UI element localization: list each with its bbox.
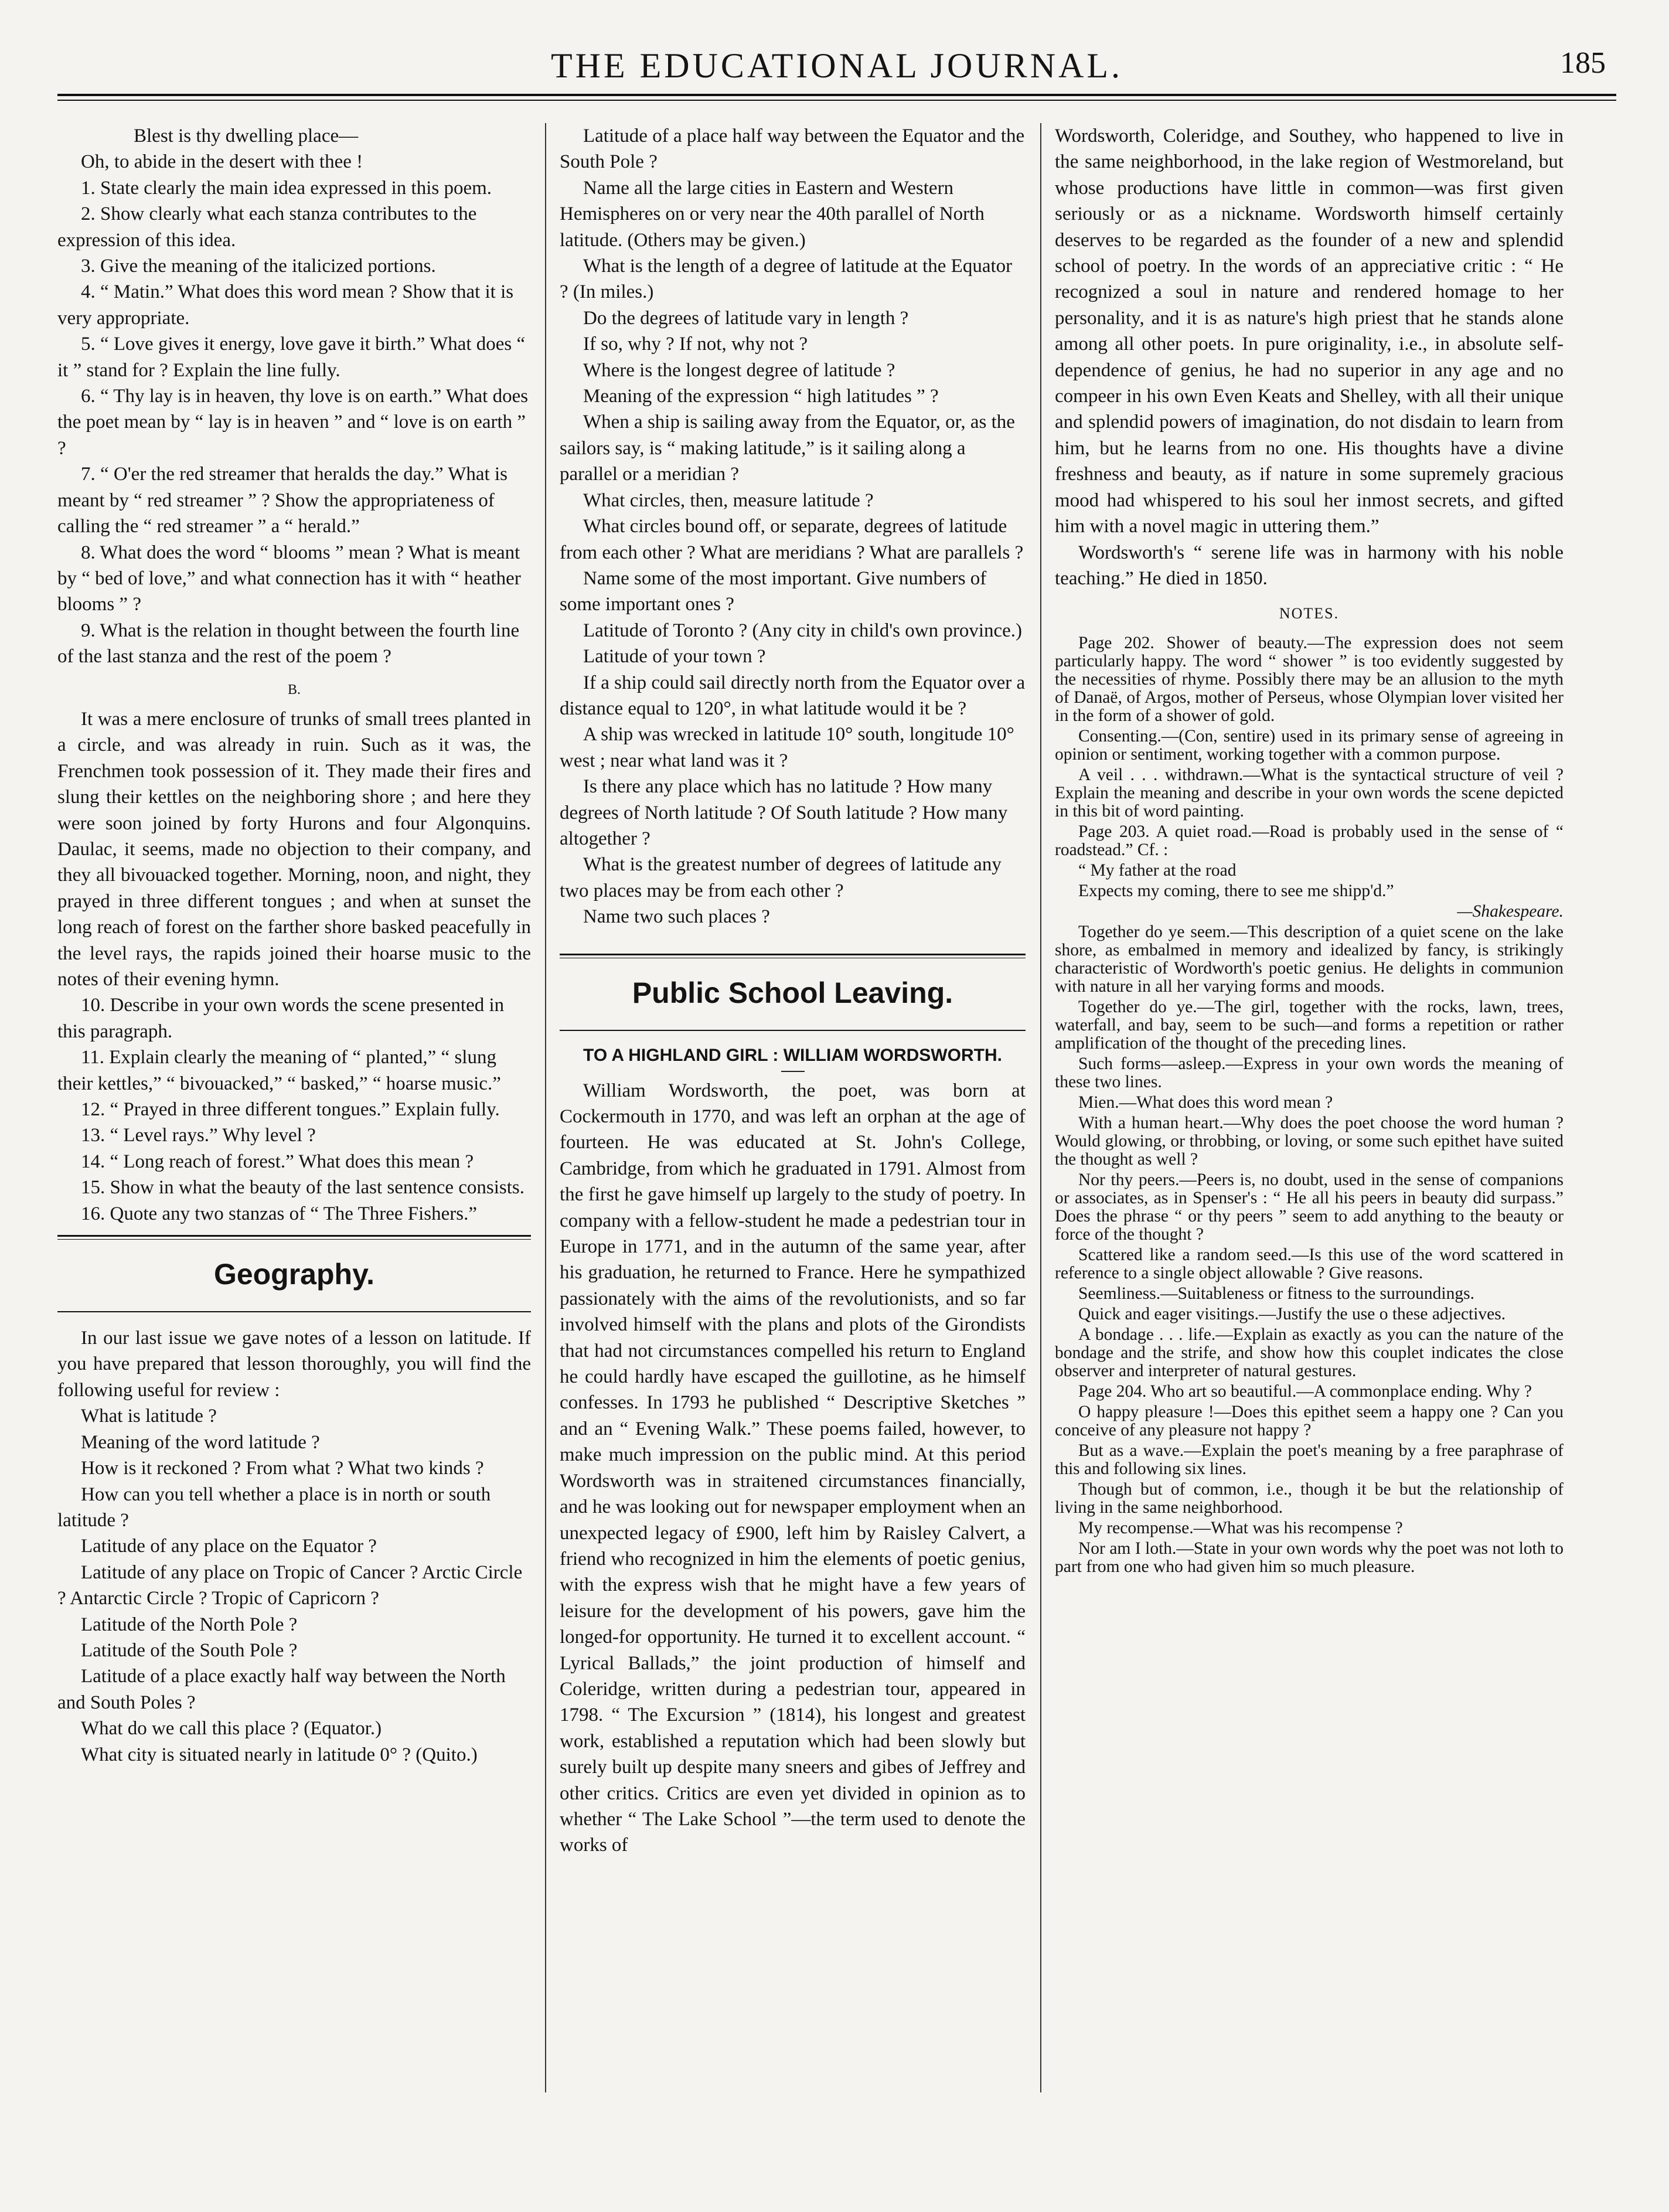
geography-question: Latitude of any place on the Equator ?: [81, 1536, 377, 1557]
note-item: Page 204. Who art so beautiful.—A commonplace ending. Why ?: [1078, 1381, 1532, 1401]
reading-passage: It was a mere enclosure of trunks of small trees planted in a circle, and was already in ruin. Such as it was, the Frenchmen took possession of it. They made their fires and slung their kettles on the neighboring shore ; and here they were soon joined by forty Hurons and four Algonquins. Daulac, it seems, made no objection to their company, and they all bivouacked together. Morning, noon, and night, they prayed in three different tongues ; and when at sunset the long reach of forest on the farther shore basked peacefully in the level rays, the rapids joined their hoarse music to the notes of their evening hymn.: [57, 708, 531, 990]
question-item: 7. “ O'er the red streamer that heralds the day.” What is meant by “ red streamer ” ? Show the appropriateness of calling the “ red streamer ” a “ herald.”: [57, 464, 507, 537]
geography-question: If so, why ? If not, why not ?: [583, 333, 808, 355]
section-rule: [560, 954, 1026, 955]
article-closing: Wordsworth's “ serene life was in harmony with his noble teaching.” He died in 1850.: [1055, 542, 1564, 589]
note-item: Such forms—asleep.—Express in your own words the meaning of these two lines.: [1055, 1054, 1564, 1091]
note-item: Quick and eager visitings.—Justify the use o these adjectives.: [1078, 1304, 1506, 1323]
note-item: Though but of common, i.e., though it be but the relationship of living in the same neighborhood.: [1055, 1479, 1564, 1517]
note-item: A veil . . . withdrawn.—What is the syntactical structure of veil ? Explain the meaning and describe in your own words the scene depicted in this bit of word painting.: [1055, 765, 1564, 821]
note-item: My recompense.—What was his recompense ?: [1078, 1518, 1403, 1537]
geography-question: Name all the large cities in Eastern and Western Hemispheres on or very near the 40th parallel of North latitude. (Others may be given.): [560, 177, 985, 251]
geography-question: What is latitude ?: [81, 1406, 217, 1427]
column-divider-right: [1040, 123, 1041, 2092]
geography-question: Name two such places ?: [583, 906, 770, 928]
column-divider-left: [545, 123, 546, 2092]
question-item: 9. What is the relation in thought between the fourth line of the last stanza and the rest of the poem ?: [57, 620, 520, 668]
question-item: 4. “ Matin.” What does this word mean ? Show that it is very appropriate.: [57, 281, 514, 329]
section-label: B.: [287, 682, 301, 697]
verse-line: Oh, to abide in the desert with thee !: [81, 151, 363, 173]
geography-intro: In our last issue we gave notes of a lesson on latitude. If you have prepared that lesson thoroughly, you will find the following useful for review :: [57, 1328, 531, 1401]
geography-question: Latitude of your town ?: [583, 646, 766, 668]
note-item: Page 203. A quiet road.—Road is probably used in the sense of “ roadstead.” Cf. :: [1055, 822, 1564, 859]
geography-question: If a ship could sail directly north from the Equator over a distance equal to 120°, in what latitude would it be ?: [560, 672, 1026, 719]
right-column: [1055, 123, 1564, 1578]
question-item: 13. “ Level rays.” Why level ?: [81, 1125, 316, 1146]
geography-question: Meaning of the word latitude ?: [81, 1431, 320, 1453]
quotation-line: Expects my coming, there to see me shipp'd.”: [1078, 881, 1394, 900]
note-item: Consenting.—(Con, sentire) used in its primary sense of agreeing in opinion or sentiment, working together with a common purpose.: [1055, 726, 1564, 764]
verse-line: Blest is thy dwelling place—: [134, 125, 359, 147]
notes-heading: NOTES.: [1279, 605, 1340, 622]
article-body: William Wordsworth, the poet, was born at Cockermouth in 1770, and was left an orphan at the age of fourteen. He was educated at St. John's College, Cambridge, from which he graduated in 1791. Almost from the first he gave himself up largely to the study of poetry. In company with a fellow-student he made a pedestrian tour in Europe in 1771, and in the autumn of the same year, after his graduation, he returned to France. Here he sympathized passionately with the aims of the revolutionists, and so far involved himself with the plans and plots of the Girondists that had not circumstances compelled his return to England he could hardly have escaped the guillotine, as he himself confesses. In 1793 he published “ Descriptive Sketches ” and an “ Evening Walk.” These poems failed, however, to make much impression on the public mind. At this period Wordsworth was in straitened circumstances financially, and he was looking out for newspaper employment when an unexpected legacy of £900, left him by Raisley Calvert, a friend who recognized in him the elements of poetic genius, with the express wish that he might have a few years of leisure for the development of his powers, gave him the longed-for opportunity. He turned it to excellent account. “ Lyrical Ballads,” the joint production of himself and Coleridge, written during a pedestrian tour, appeared in 1798. “ The Excursion ” (1814), his longest and greatest work, established a reputation which had been slowly but surely built up despite many sneers and gibes of Jeffrey and other critics. Critics are even yet divided in opinion as to whether “ The Lake School ”—the term used to denote the works of: [560, 1080, 1026, 1856]
note-item: Nor thy peers.—Peers is, no doubt, used in the sense of companions or associates, as in Spenser's : “ He all his peers in beauty did surpass.” Does the phrase “ or thy peers ” seem to add anything to the beauty or force of the thought ?: [1055, 1170, 1564, 1244]
journal-title: THE EDUCATIONAL JOURNAL.: [550, 46, 1123, 85]
section-underline: [560, 1030, 1026, 1031]
page-number: 185: [1560, 46, 1606, 80]
question-item: 15. Show in what the beauty of the last sentence consists.: [81, 1177, 525, 1199]
page-header: [57, 23, 1616, 88]
article-title: TO A HIGHLAND GIRL : WILLIAM WORDSWORTH.: [583, 1045, 1002, 1065]
geography-question: Do the degrees of latitude vary in length ?: [583, 307, 909, 329]
note-item: Seemliness.—Suitableness or fitness to the surroundings.: [1078, 1284, 1474, 1303]
header-rule: [57, 94, 1616, 96]
geography-question: Latitude of a place half way between the Equator and the South Pole ?: [560, 125, 1025, 173]
geography-question: What circles, then, measure latitude ?: [583, 489, 874, 511]
geography-heading: [57, 1235, 531, 1312]
question-item: 11. Explain clearly the meaning of “ planted,” “ slung their kettles,” “ bivouacked,” “ basked,” “ hoarse music.”: [57, 1047, 501, 1094]
question-item: 6. “ Thy lay is in heaven, thy love is on earth.” What does the poet mean by “ lay is in heaven ” and “ love is on earth ” ?: [57, 386, 529, 459]
geography-question: Latitude of a place exactly half way between the North and South Poles ?: [57, 1666, 506, 1713]
geography-question: Latitude of the North Pole ?: [81, 1614, 298, 1635]
note-item: Scattered like a random seed.—Is this use of the word scattered in reference to a single object allowable ? Give reasons.: [1055, 1245, 1564, 1282]
geography-question: Name some of the most important. Give numbers of some important ones ?: [560, 567, 987, 615]
geography-question: Latitude of Toronto ? (Any city in child's own province.): [583, 620, 1023, 641]
question-item: 8. What does the word “ blooms ” mean ? What is meant by “ bed of love,” and what connection has it with “ heather blooms ” ?: [57, 542, 521, 615]
section-rule-thin: [57, 1239, 531, 1240]
question-item: 1. State clearly the main idea expressed in this poem.: [81, 177, 492, 199]
header-rule-thin: [57, 100, 1616, 101]
geography-question: What circles bound off, or separate, degrees of latitude from each other ? What are meridians ? What are parallels ?: [560, 516, 1024, 563]
section-rule: [57, 1235, 531, 1237]
question-item: 12. “ Prayed in three different tongues.” Explain fully.: [81, 1099, 500, 1121]
note-item: Page 202. Shower of beauty.—The expression does not seem particularly happy. The word “ shower ” is too evidently suggested by the necessities of rhyme. Possibly there may be an allusion to the myth of Danaë, of Argos, mother of Perseus, whose Olympian lover visited her in the form of a shower of gold.: [1055, 633, 1564, 725]
geography-question: When a ship is sailing away from the Equator, or, as the sailors say, is “ making latitude,” is it sailing along a parallel or a meridian ?: [560, 411, 1015, 485]
left-column: [57, 123, 531, 1768]
note-item: But as a wave.—Explain the poet's meaning by a free paraphrase of this and following six lines.: [1055, 1441, 1564, 1478]
quotation-line: “ My father at the road: [1078, 860, 1237, 880]
note-item: O happy pleasure !—Does this epithet seem a happy one ? Can you conceive of any pleasure not happy ?: [1055, 1402, 1564, 1439]
section-underline: [57, 1311, 531, 1312]
article-body-continued: Wordsworth, Coleridge, and Southey, who happened to live in the same neighborhood, in the lake region of Westmoreland, but whose productions have little in common—was first given seriously or as a nickname. Wordsworth himself certainly deserves to be regarded as the founder of a new and splendid school of poetry. In the words of an appreciative critic : “ He recognized a soul in nature and rendered homage to her personality, and it is as nature's high priest that he stands alone among all other poets. In pure originality, i.e., in absolute self-dependence of genius, he had no superior in any age and no compeer in his own Even Keats and Shelley, with all their unique and splendid powers of imagination, do not disdain to learn from him, but he learns from no one. His thoughts have a divine freshness and beauty, as if nature in some supremely gracious mood had whispered to his soul her inmost secrets, and gifted him with a novel magic in uttering them.”: [1055, 125, 1564, 537]
question-item: 14. “ Long reach of forest.” What does this mean ?: [81, 1151, 474, 1172]
geography-question: How can you tell whether a place is in north or south latitude ?: [57, 1483, 491, 1531]
geography-question: How is it reckoned ? From what ? What two kinds ?: [81, 1458, 484, 1479]
note-item: Together do ye.—The girl, together with the rocks, lawn, trees, waterfall, and bay, seem to be such—and forms a repetition or rather amplification of the thought of the preceding lines.: [1055, 997, 1564, 1053]
note-item: A bondage . . . life.—Explain as exactly as you can the nature of the bondage and the strife, and show how this couplet indicates the close observer and interpreter of natural gestures.: [1055, 1325, 1564, 1380]
geography-question: Meaning of the expression “ high latitudes ” ?: [583, 386, 939, 407]
note-item: Together do ye seem.—This description of a quiet scene on the lake shore, as embalmed in memory and idealized by fancy, is strikingly characteristic of Wordworth's poetic genius. He delights in communion with nature in all her varying forms and moods.: [1055, 922, 1564, 996]
geography-question: A ship was wrecked in latitude 10° south, longitude 10° west ; near what land was it ?: [560, 724, 1014, 771]
question-item: 5. “ Love gives it energy, love gave it birth.” What does “ it ” stand for ? Explain the line fully.: [57, 333, 526, 381]
geography-question: What is the length of a degree of latitude at the Equator ? (In miles.): [560, 256, 1013, 303]
middle-column: [560, 123, 1026, 1859]
geography-question: Latitude of the South Pole ?: [81, 1639, 298, 1661]
section-title: Public School Leaving.: [632, 976, 953, 1009]
question-item: 10. Describe in your own words the scene presented in this paragraph.: [57, 995, 505, 1042]
title-dash: [781, 1071, 805, 1072]
geography-question: What do we call this place ? (Equator.): [81, 1718, 382, 1740]
question-item: 3. Give the meaning of the italicized portions.: [81, 256, 436, 277]
quotation-attribution: —Shakespeare.: [1457, 901, 1564, 921]
public-school-leaving-heading: [560, 954, 1026, 1031]
geography-question: Where is the longest degree of latitude ?: [583, 359, 895, 381]
geography-question: Latitude of any place on Tropic of Cancer ? Arctic Circle ? Antarctic Circle ? Tropic of Capricorn ?: [57, 1561, 523, 1609]
geography-question: What is the greatest number of degrees of latitude any two places may be from each other ?: [560, 854, 1002, 901]
note-item: With a human heart.—Why does the poet choose the word human ? Would glowing, or throbbing, or loving, or some such epithet have suited the thought as well ?: [1055, 1113, 1564, 1169]
notes-list: [1055, 634, 1564, 1576]
note-item: Mien.—What does this word mean ?: [1078, 1093, 1333, 1112]
section-title: Geography.: [213, 1258, 375, 1291]
geography-question: What city is situated nearly in latitude 0° ? (Quito.): [81, 1744, 478, 1765]
question-item: 2. Show clearly what each stanza contributes to the expression of this idea.: [57, 203, 477, 251]
question-item: 16. Quote any two stanzas of “ The Three Fishers.”: [81, 1203, 478, 1224]
geography-question: Is there any place which has no latitude ? How many degrees of North latitude ? Of South latitude ? How many altogether ?: [560, 776, 1008, 849]
note-item: Nor am I loth.—State in your own words why the poet was not loth to part from one who had given him so much pleasure.: [1055, 1539, 1564, 1576]
